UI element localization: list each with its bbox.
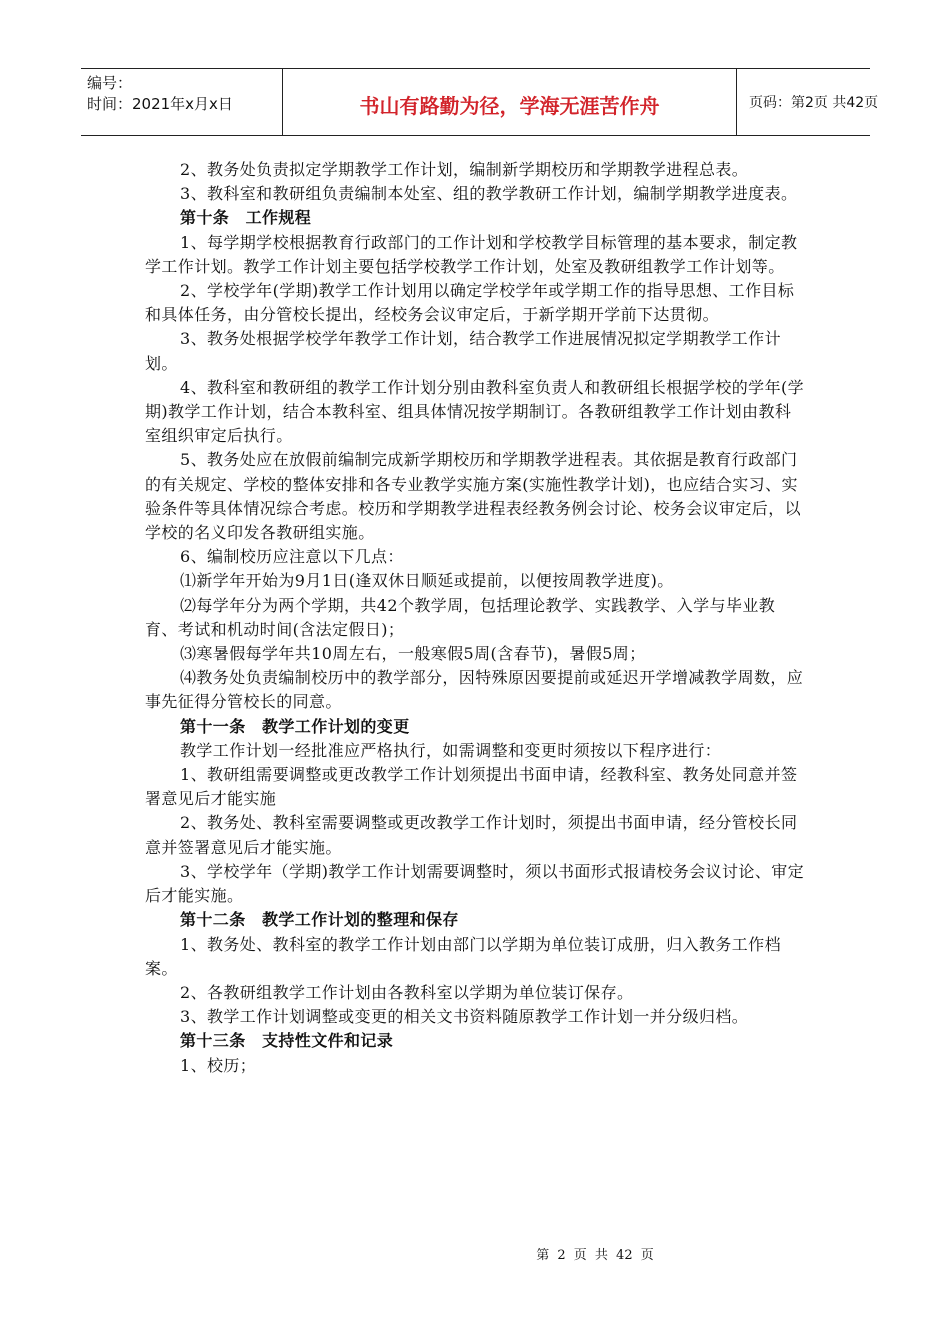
paragraph: 教学工作计划一经批准应严格执行，如需调整和变更时须按以下程序进行：: [180, 740, 722, 760]
paragraph: ⑵每学年分为两个学期，共42个教学周，包括理论教学、实践教学、入学与毕业教育、考试和机动时间(含法定假日)；: [145, 595, 776, 639]
header-motto: 书山有路勤为径，学海无涯苦作舟: [359, 93, 660, 118]
paragraph: 6、编制校历应注意以下几点：: [180, 547, 404, 567]
header-meta-cell: [81, 69, 283, 135]
paragraph: 3、学校学年（学期)教学工作计划需要调整时，须以书面形式报请校务会议讨论、审定后才能实施。: [145, 861, 805, 906]
article-heading: 第十一条 教学工作计划的变更: [180, 716, 410, 736]
footer-page-number: 第 2 页 共 42 页: [536, 1248, 654, 1263]
paragraph: 1、每学期学校根据教育行政部门的工作计划和学校教学目标管理的基本要求，制定教学工作计划。教学工作计划主要包括学校教学工作计划，处室及教研组教学工作计划等。: [145, 232, 798, 276]
paragraph: 2、教务处、教科室需要调整或更改教学工作计划时，须提出书面申请，经分管校长同意并签署意见后才能实施。: [145, 813, 798, 857]
article-heading: 第十三条 支持性文件和记录: [180, 1031, 394, 1051]
article-heading: 第十条 工作规程: [180, 208, 312, 228]
serial-label: 编号：: [87, 74, 133, 92]
paragraph: 2、教务处负责拟定学期教学工作计划，编制新学期校历和学期教学进程总表。: [180, 160, 749, 179]
header-motto-cell: [283, 69, 737, 135]
paragraph: ⑷教务处负责编制校历中的教学部分，因特殊原因要提前或延迟开学增减教学周数，应事先征得分管校长的同意。: [145, 668, 804, 712]
header-page-label: 页码：第2页 共42页: [749, 95, 879, 111]
header-page-cell: [737, 69, 879, 135]
page-header: [81, 68, 879, 136]
time-label: 时间：2021年x月x日: [87, 95, 233, 113]
paragraph: 4、教科室和教研组的教学工作计划分别由教科室负责人和教研组长根据学校的学年(学期)教学工作计划，结合本教科室、组具体情况按学期制订。各教研组教学工作计划由教科室组织审定后执行。: [145, 377, 805, 446]
paragraph: ⑴新学年开始为9月1日(逢双休日顺延或提前，以便按周教学进度)。: [180, 571, 674, 591]
paragraph: 1、校历；: [180, 1055, 257, 1075]
paragraph: 5、教务处应在放假前编制完成新学期校历和学期教学进程表。其依据是教育行政部门的有关规定、学校的整体安排和各专业教学实施方案(实施性教学计划)，也应结合实习、实验条件等具体情况综合考虑。校历和学期教学进程表经教务例会讨论、校务会议审定后，以学校的名义印发各教研组实施。: [145, 450, 802, 543]
paragraph: 1、教务处、教科室的教学工作计划由部门以学期为单位装订成册，归入教务工作档案。: [145, 934, 781, 978]
paragraph: 1、教研组需要调整或更改教学工作计划须提出书面申请，经教科室、教务处同意并签署意见后才能实施: [145, 765, 798, 809]
article-heading: 第十二条 教学工作计划的整理和保存: [180, 910, 459, 930]
paragraph: 3、教科室和教研组负责编制本处室、组的教学教研工作计划，编制学期教学进度表。: [180, 184, 798, 204]
document-body: [145, 158, 807, 1078]
paragraph: 2、各教研组教学工作计划由各教科室以学期为单位装订保存。: [180, 982, 634, 1002]
page-footer: [0, 1244, 950, 1263]
paragraph: 2、学校学年(学期)教学工作计划用以确定学校学年或学期工作的指导思想、工作目标和具体任务，由分管校长提出，经校务会议审定后，于新学期开学前下达贯彻。: [145, 281, 795, 325]
paragraph: 3、教学工作计划调整或变更的相关文书资料随原教学工作计划一并分级归档。: [180, 1007, 749, 1027]
paragraph: 3、教务处根据学校学年教学工作计划，结合教学工作进展情况拟定学期教学工作计划。: [145, 329, 781, 373]
paragraph: ⑶寒暑假每学年共10周左右，一般寒假5周(含春节)，暑假5周；: [180, 644, 646, 664]
